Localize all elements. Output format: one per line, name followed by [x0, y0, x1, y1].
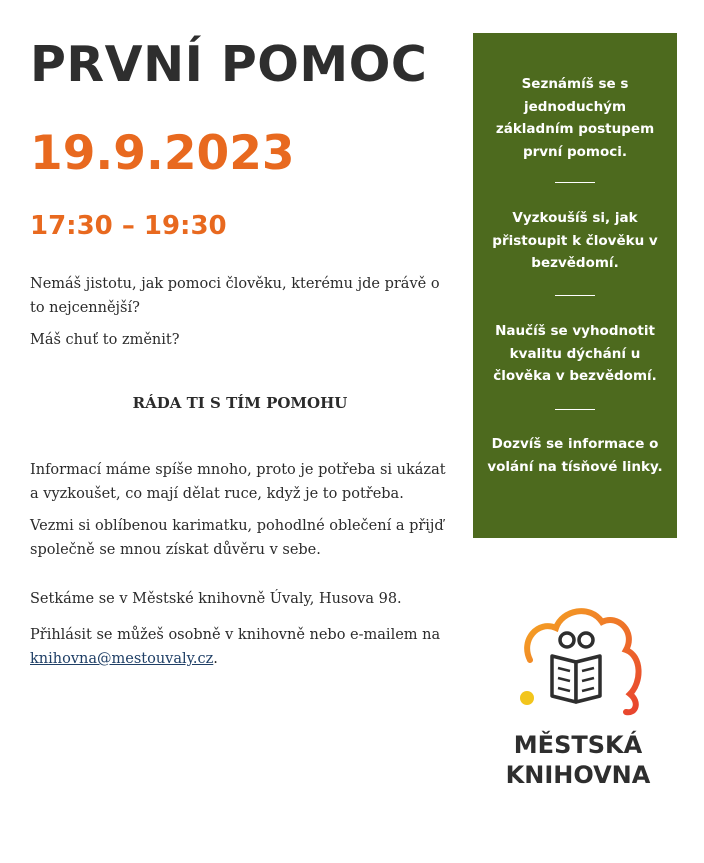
logo-line-1: MĚSTSKÁ: [513, 731, 643, 759]
benefits-panel: [473, 33, 677, 538]
intro-paragraph: Nemáš jistotu, jak pomoci člověku, kterému jde právě o to nejcennější?: [30, 276, 440, 316]
section-heading: RÁDA TI S TÍM POMOHU: [132, 394, 348, 412]
logo-line-2: KNIHOVNA: [505, 761, 651, 789]
divider: [555, 182, 595, 183]
location-paragraph: Setkáme se v Městské knihovně Úvaly, Husova 98.: [30, 591, 402, 607]
benefit-item: Dozvíš se informace o volání na tísňové linky.: [487, 436, 663, 475]
bring-paragraph: Vezmi si oblíbenou karimatku, pohodlné oblečení a přijď společně se mnou získat důvěru v sebe.: [30, 518, 444, 558]
page-title: PRVNÍ POMOC: [30, 36, 428, 93]
divider: [555, 409, 595, 410]
event-time: 17:30 – 19:30: [30, 211, 227, 241]
email-link[interactable]: knihovna@mestouvaly.cz: [30, 651, 214, 667]
signup-paragraph: [30, 623, 450, 671]
benefit-item: Naučíš se vyhodnotit kvalitu dýchání u člověka v bezvědomí.: [493, 323, 657, 384]
intro-question: Máš chuť to změnit?: [30, 332, 180, 348]
signup-text: Přihlásit se můžeš osobně v knihovně nebo e-mailem na: [30, 627, 441, 643]
event-date: 19.9.2023: [30, 126, 295, 181]
divider: [555, 295, 595, 296]
signup-end: .: [213, 651, 218, 667]
library-logo-text: [488, 730, 668, 790]
library-logo-icon: [490, 598, 670, 728]
info-paragraph: Informací máme spíše mnoho, proto je potřeba si ukázat a vyzkoušet, co mají dělat ruce, když je to potřeba.: [30, 462, 446, 502]
benefit-item: Seznámíš se s jednoduchým základním postupem první pomoci.: [495, 76, 655, 160]
benefit-item: Vyzkoušíš si, jak přistoupit k člověku v bezvědomí.: [492, 210, 658, 271]
